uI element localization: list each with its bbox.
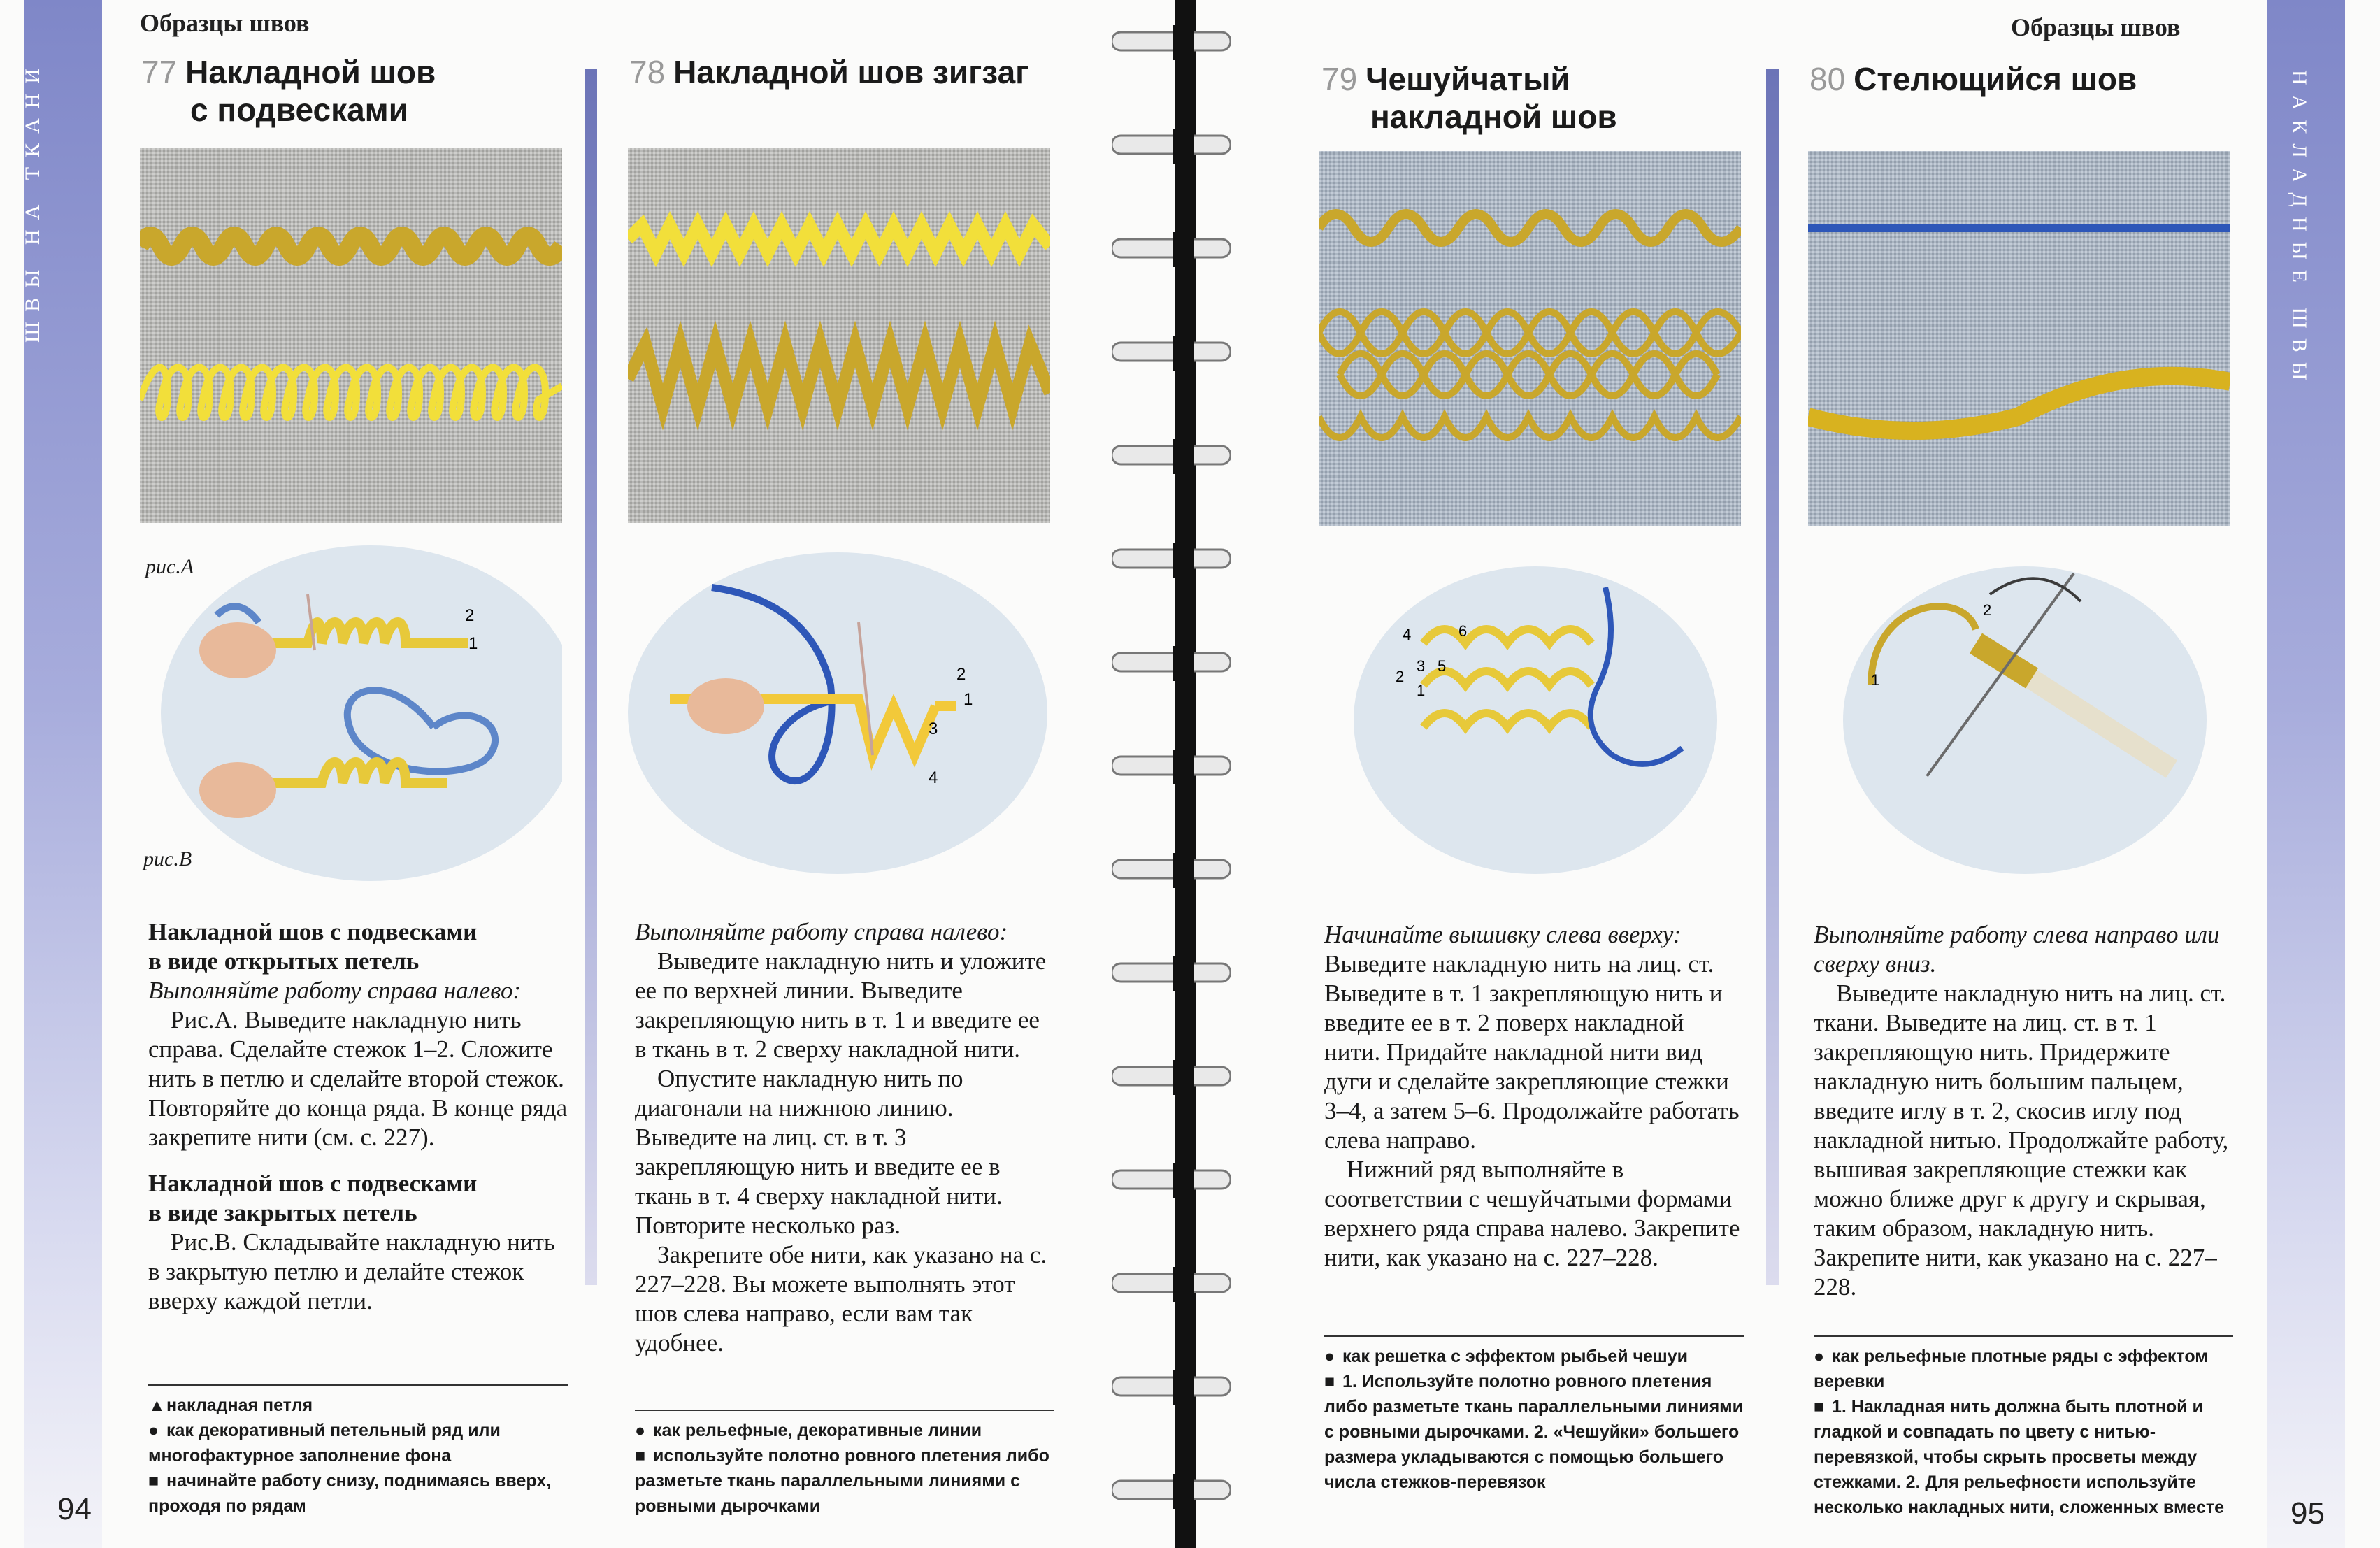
- section-number: 77: [141, 54, 178, 90]
- spiral-ring: [1112, 543, 1231, 578]
- note-item: [1814, 1344, 2233, 1394]
- note-text: как декоративный петельный ряд или многофактурное заполнение фона: [148, 1421, 501, 1465]
- subheading: в виде закрытых петель: [148, 1199, 417, 1226]
- paragraph: Нижний ряд выполняйте в соответствии с чешуйчатыми формами верхнего ряда справа налево. Закрепите нити, как указано на с. 227–228.: [1324, 1156, 1740, 1271]
- page-number: 94: [57, 1492, 92, 1526]
- section-79-notes: [1324, 1335, 1744, 1495]
- spiral-ring: [1112, 232, 1231, 267]
- spiral-ring: [1112, 646, 1231, 681]
- note-mark: ▲: [148, 1396, 166, 1415]
- spiral-ring: [1112, 1267, 1231, 1302]
- note-item: [148, 1393, 568, 1418]
- svg-text:2: 2: [956, 665, 966, 684]
- section-number: 80: [1809, 61, 1846, 97]
- svg-text:3: 3: [929, 719, 938, 738]
- section-77-notes: [148, 1384, 568, 1519]
- section-78-notes: [635, 1410, 1054, 1519]
- diagram-80: [1808, 545, 2230, 909]
- left-page-header: Образцы швов: [140, 9, 310, 37]
- diagram-label: 5: [1438, 657, 1447, 675]
- paragraph: Выведите накладную нить на лиц. ст. ткани. Выведите на лиц. ст. в т. 1 закрепляющую нить. Придержите накладную нить большим пальцем, введите иглу в т. 2, скосив иглу под накладной нитью. Продолжайте работу, вышивая закрепляющие стежки как можно ближе друг к другу и скрывая, таким образом, накладную нить. Закрепите нити, как указано на с. 227–228.: [1814, 980, 2229, 1300]
- section-77-title: [141, 53, 436, 129]
- note-text: накладная петля: [166, 1396, 313, 1415]
- section-80-notes: [1814, 1335, 2233, 1520]
- note-text: как рельефные, декоративные линии: [653, 1421, 982, 1440]
- svg-text:4: 4: [929, 768, 938, 787]
- title-line: Стелющийся шов: [1854, 61, 2137, 97]
- note-mark: ■: [635, 1446, 646, 1465]
- title-line: с подвесками: [190, 92, 408, 128]
- page-number: 95: [2291, 1496, 2325, 1531]
- stitch-photo-80: [1808, 151, 2230, 526]
- note-mark: ●: [635, 1421, 646, 1440]
- spiral-ring: [1112, 439, 1231, 474]
- note-item: [1324, 1344, 1744, 1369]
- note-text: как рельефные плотные ряды с эффектом веревки: [1814, 1347, 2208, 1391]
- svg-text:1: 1: [468, 634, 478, 653]
- figure-label-b: рис.В: [143, 847, 192, 870]
- note-item: [635, 1418, 1054, 1443]
- paragraph: Выведите накладную нить и уложите ее по верхней линии. Выведите закрепляющую нить в т. 1 и введите ее в ткань в т. 2 сверху накладной нити.: [635, 947, 1047, 1063]
- note-mark: ●: [1814, 1347, 1825, 1366]
- stitch-photo-79: [1319, 151, 1741, 526]
- right-page-header: Образцы швов: [2011, 13, 2181, 41]
- spiral-ring: [1112, 1163, 1231, 1198]
- note-item: [1814, 1394, 2233, 1520]
- right-side-tab-label: НАКЛАДНЫЕ ШВЫ: [2288, 70, 2311, 390]
- note-mark: ■: [1814, 1397, 1825, 1417]
- svg-text:1: 1: [1871, 671, 1880, 689]
- subheading: в виде открытых петель: [148, 947, 420, 975]
- note-mark: ■: [1324, 1372, 1335, 1391]
- instruction-intro: Выполняйте работу слева направо или сверху вниз.: [1814, 921, 2220, 977]
- spiral-ring: [1112, 1370, 1231, 1405]
- note-mark: ●: [148, 1421, 159, 1440]
- figure-label-a: рис.А: [145, 555, 194, 578]
- title-line: накладной шов: [1370, 99, 1617, 135]
- diagram-label: 2: [1396, 668, 1405, 685]
- diagram-79: [1319, 545, 1741, 909]
- instruction-intro: Выполняйте работу справа налево:: [635, 918, 1008, 945]
- note-text: 1. Накладная нить должна быть плотной и гладкой и совпадать по цвету с нитью-перевязкой, чтобы скрыть просветы между стежками. 2. Для рельефности используйте несколько накладных нити, сложенных вместе: [1814, 1397, 2225, 1517]
- note-text: как решетка с эффектом рыбьей чешуи: [1342, 1347, 1689, 1366]
- note-text: используйте полотно ровного плетения либо разметьте ткань параллельными линиями с ровными дырочками: [635, 1446, 1049, 1516]
- section-77-text: [148, 917, 568, 1316]
- section-number: 78: [629, 54, 666, 90]
- note-item: [148, 1418, 568, 1468]
- section-79-text: [1324, 920, 1744, 1273]
- spiral-ring: [1112, 750, 1231, 784]
- svg-text:2: 2: [465, 606, 475, 625]
- diagram-label: 1: [1417, 682, 1426, 699]
- paragraph: Закрепите обе нити, как указано на с. 227–228. Вы можете выполнять этот шов слева направо, если вам так удобнее.: [635, 1241, 1047, 1356]
- section-79-title: [1321, 60, 1617, 136]
- title-line: Накладной шов зигзаг: [673, 54, 1029, 90]
- diagram-77: [140, 545, 562, 909]
- svg-text:1: 1: [963, 690, 973, 709]
- svg-text:2: 2: [1983, 601, 1992, 619]
- stitch-photo-78: [628, 148, 1050, 523]
- note-item: [635, 1443, 1054, 1519]
- column-divider: [585, 69, 597, 1285]
- left-side-tab-label: ШВЫ НА ТКАНИ: [21, 58, 44, 343]
- note-mark: ●: [1324, 1347, 1335, 1366]
- diagram-label: 4: [1403, 626, 1412, 643]
- section-80-title: [1809, 60, 2137, 98]
- title-line: Чешуйчатый: [1365, 61, 1570, 97]
- section-78-title: [629, 53, 1028, 91]
- note-text: начинайте работу снизу, поднимаясь вверх, проходя по рядам: [148, 1471, 552, 1516]
- paragraph: Рис.А. Выведите накладную нить справа. Сделайте стежок 1–2. Сложите нить в петлю и сделайте второй стежок. Повторяйте до конца ряда. В конце ряда закрепите нити (см. с. 227).: [148, 1006, 568, 1151]
- section-80-text: [1814, 920, 2233, 1302]
- spiral-ring: [1112, 1060, 1231, 1095]
- diagram-78: [628, 545, 1050, 909]
- paragraph: Рис.В. Складывайте накладную нить в закрытую петлю и делайте стежок вверху каждой петли.: [148, 1228, 555, 1314]
- paragraph: Выведите накладную нить на лиц. ст. Выведите в т. 1 закрепляющую нить и введите ее в т. 2 поверх накладной нити. Придайте накладной нити вид дуги и сделайте закрепляющие стежки 3–4, а затем 5–6. Продолжайте работать слева направо.: [1324, 950, 1740, 1154]
- note-item: [148, 1468, 568, 1519]
- spiral-ring: [1112, 129, 1231, 164]
- diagram-label: 6: [1458, 622, 1468, 640]
- instruction-intro: Выполняйте работу справа налево:: [148, 977, 522, 1004]
- title-line: Накладной шов: [185, 54, 436, 90]
- spiral-ring: [1112, 1474, 1231, 1509]
- spiral-ring: [1112, 853, 1231, 888]
- instruction-intro: Начинайте вышивку слева вверху:: [1324, 921, 1682, 948]
- section-number: 79: [1321, 61, 1358, 97]
- spiral-ring: [1112, 336, 1231, 371]
- stitch-photo-77: [140, 148, 562, 523]
- note-mark: ■: [148, 1471, 159, 1491]
- spiral-ring: [1112, 956, 1231, 991]
- subheading: Накладной шов с подвесками: [148, 918, 478, 945]
- subheading: Накладной шов с подвесками: [148, 1170, 478, 1197]
- note-item: [1324, 1369, 1744, 1495]
- paragraph: Опустите накладную нить по диагонали на нижнюю линию. Выведите на лиц. ст. в т. 3 закрепляющую нить и введите ее в ткань в т. 4 сверху накладной нити. Повторите несколько раз.: [635, 1065, 1003, 1239]
- diagram-label: 3: [1417, 657, 1426, 675]
- note-text: 1. Используйте полотно ровного плетения либо разметьте ткань параллельными линиями с ровными дырочками. 2. «Чешуйки» большего размера укладываются с помощью большего числа стежков-перевязок: [1324, 1372, 1744, 1492]
- spiral-ring: [1112, 25, 1231, 60]
- section-78-text: [635, 917, 1054, 1358]
- column-divider: [1766, 69, 1779, 1285]
